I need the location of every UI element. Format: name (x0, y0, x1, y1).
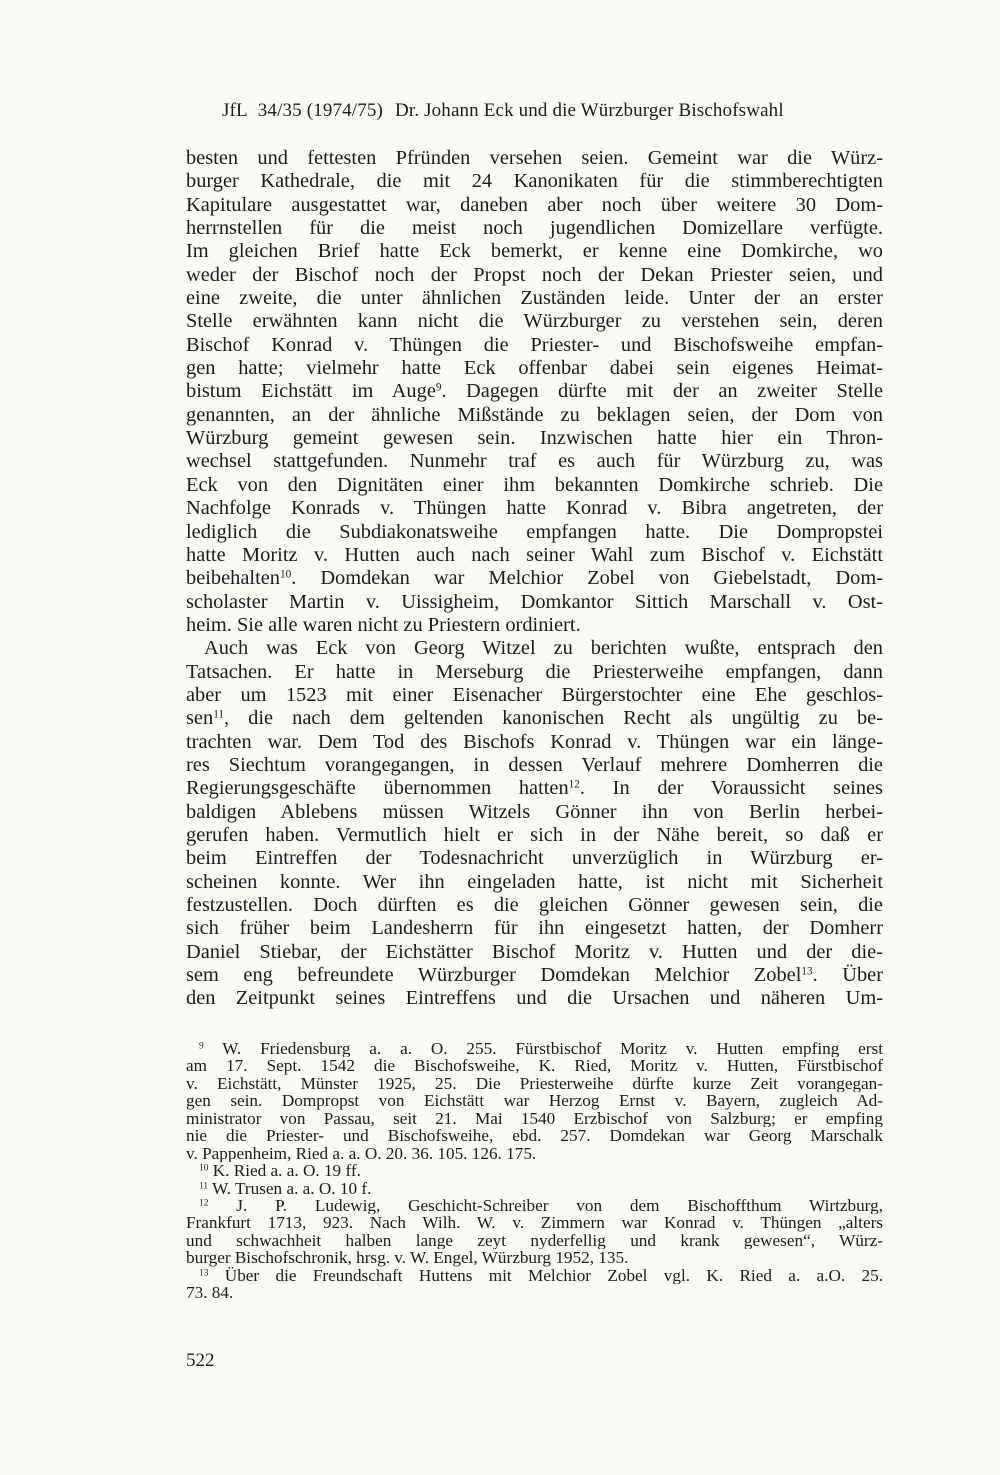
footnote-text: W. Trusen a. a. O. 10 f. (208, 1179, 372, 1197)
body-line-text: sem eng befreundete Würzburger Domdekan Melchior Zobel (186, 964, 802, 987)
footnote-text: 73. 84. (186, 1284, 234, 1302)
body-line-text: besten und fettesten Pfründen versehen seien. Gemeint war die Würz- (186, 147, 883, 169)
footnote-line (186, 1145, 883, 1162)
body-line-text: aber um 1523 mit einer Eisenacher Bürgerstochter eine Ehe geschlos- (186, 683, 883, 706)
footnote-text: J. P. Ludewig, Geschicht-Schreiber von dem Bischoffthum Wirtzburg, (208, 1196, 883, 1215)
body-line (186, 497, 883, 520)
body-line-text: . Dagegen dürfte mit der an zweiter Stelle (441, 380, 883, 403)
body-line-text: gen hatte; vielmehr hatte Eck offenbar dabei sein eigenes Heimat- (186, 357, 883, 380)
footnote-ref: 9 (435, 381, 442, 394)
body-line (186, 380, 883, 403)
body-line-text: scholaster Martin v. Uissigheim, Domkantor Sittich Marschall v. Ost- (186, 590, 883, 613)
footnote-line (186, 1267, 883, 1284)
footnote-text: nie die Priester- und Bischofsweihe, ebd. 257. Domdekan war Georg Marschalk (186, 1127, 883, 1145)
body-line (186, 987, 883, 1010)
body-line (186, 777, 883, 800)
footnote-line (186, 1040, 883, 1057)
footnote-ref: 11 (213, 708, 224, 721)
body-line-text: beibehalten (186, 567, 280, 590)
body-line (186, 404, 883, 427)
footnote-line (186, 1127, 883, 1144)
footnote-number: 11 (199, 1180, 209, 1191)
footnote-ref: 10 (279, 568, 292, 581)
body-line-text: Würzburg gemeint gewesen sein. Inzwischen hatte hier ein Thron- (186, 427, 883, 450)
footnote-number: 12 (199, 1198, 209, 1209)
body-line-text: genannten, an der ähnliche Mißstände zu beklagen seien, der Dom von (186, 403, 883, 426)
article-title: Dr. Johann Eck und die Würzburger Bischofswahl (395, 100, 784, 121)
footnote-line (186, 1214, 883, 1231)
body-line (186, 427, 883, 450)
footnote-text: v. Eichstätt, Münster 1925, 25. Die Priesterweihe dürfte kurze Zeit vorangegan- (186, 1074, 883, 1093)
footnote-text: W. Friedensburg a. a. O. 255. Fürstbischof Moritz v. Hutten empfing erst (203, 1040, 883, 1058)
body-line (186, 637, 883, 660)
body-line (186, 684, 883, 707)
body-line (186, 824, 883, 847)
body-line-text: . In der Voraussicht seines (579, 777, 883, 800)
footnote-line (186, 1075, 883, 1092)
body-line-text: sen (186, 707, 214, 730)
body-line (186, 217, 883, 240)
body-line-text: Bischof Konrad v. Thüngen die Priester- und Bischofsweihe empfan- (186, 333, 883, 356)
body-line (186, 147, 883, 170)
body-line (186, 731, 883, 754)
body-line (186, 847, 883, 870)
body-line-text: weder der Bischof noch der Propst noch der Dekan Priester seien, und (186, 263, 883, 286)
footnotes (186, 1040, 883, 1302)
footnote-line (186, 1057, 883, 1074)
journal-abbrev: JfL (222, 100, 248, 121)
body-line (186, 474, 883, 497)
body-line-text: herrnstellen für die meist noch jugendlichen Domizellare verfügte. (186, 217, 883, 240)
body-line-text: Auch was Eck von Georg Witzel zu berichten wußte, entsprach den (204, 637, 883, 660)
body-line (186, 194, 883, 217)
body-line-text: Stelle erwähnten kann nicht die Würzburger zu verstehen sein, deren (186, 310, 883, 333)
footnote-line (186, 1092, 883, 1109)
footnote-text: ministrator von Passau, seit 21. Mai 1540 Erzbischof von Salzburg; er empfing (186, 1109, 883, 1128)
body-line-text: trachten war. Dem Tod des Bischofs Konrad v. Thüngen war ein länge- (186, 730, 883, 753)
body-line (186, 521, 883, 544)
footnote-number: 9 (199, 1041, 204, 1052)
running-header (222, 100, 882, 122)
body-line-text: bistum Eichstätt im Auge (186, 380, 436, 403)
body-line-text: baldigen Ablebens müssen Witzels Gönner ihn von Berlin herbei- (186, 800, 883, 823)
body-line (186, 754, 883, 777)
footnote-line (186, 1284, 883, 1301)
footnote-line (186, 1197, 883, 1214)
body-line (186, 287, 883, 310)
footnote-text: v. Pappenheim, Ried a. a. O. 20. 36. 105. 126. 175. (186, 1144, 537, 1163)
footnote-number: 13 (199, 1268, 209, 1279)
body-line-text: Daniel Stiebar, der Eichstätter Bischof Moritz v. Hutten und der die- (186, 940, 883, 963)
body-line-text: Eck von den Dignitäten einer ihm bekannten Domkirche schrieb. Die (186, 473, 883, 496)
footnote-text: burger Bischofschronik, hrsg. v. W. Engel, Würzburg 1952, 135. (186, 1249, 629, 1267)
body-line-text: Tatsachen. Er hatte in Merseburg die Priesterweihe empfangen, dann (186, 660, 883, 683)
body-line (186, 661, 883, 684)
body-line-text: Nachfolge Konrads v. Thüngen hatte Konrad v. Bibra angetreten, der (186, 497, 883, 520)
body-line-text: scheinen konnte. Wer ihn eingeladen hatte, ist nicht mit Sicherheit (186, 870, 883, 893)
body-line (186, 567, 883, 590)
body-line (186, 801, 883, 824)
body-line-text: Im gleichen Brief hatte Eck bemerkt, er kenne eine Domkirche, wo (186, 240, 883, 263)
body-line-text: festzustellen. Doch dürften es die gleichen Gönner gewesen sein, die (186, 894, 883, 916)
body-line (186, 894, 883, 917)
footnote-ref: 12 (568, 778, 580, 791)
body-line-text: den Zeitpunkt seines Eintreffens und die Ursachen und näheren Um- (186, 987, 883, 1010)
body-line (186, 941, 883, 964)
body-line-text: sich früher beim Landesherrn für ihn eingesetzt hatten, der Domherr (186, 917, 883, 940)
body-line (186, 310, 883, 333)
body-line-text: wechsel stattgefunden. Nunmehr traf es auch für Würzburg zu, was (186, 450, 883, 473)
footnote-ref: 13 (801, 965, 813, 978)
body-line (186, 357, 883, 380)
body-line-text: Kapitulare ausgestattet war, daneben aber noch über weitere 30 Dom- (186, 193, 883, 216)
footnote-number: 10 (199, 1163, 209, 1174)
journal-volume: 34/35 (1974/75) (257, 100, 383, 121)
body-line-text: hatte Moritz v. Hutten auch nach seiner Wahl zum Bischof v. Eichstätt (186, 543, 883, 566)
body-line-text: eine zweite, die unter ähnlichen Zuständen leide. Unter der an erster (186, 287, 883, 310)
body-line-text: lediglich die Subdiakonatsweihe empfangen hatte. Die Dompropstei (186, 520, 883, 543)
body-line (186, 170, 883, 193)
body-line-text: , die nach dem geltenden kanonischen Recht als ungültig zu be- (224, 707, 883, 730)
body-line (186, 964, 883, 987)
footnote-text: am 17. Sept. 1542 die Bischofsweihe, K. Ried, Moritz v. Hutten, Fürstbischof (186, 1057, 883, 1075)
body-line-text: beim Eintreffen der Todesnachricht unverzüglich in Würzburg er- (186, 847, 883, 870)
footnote-text: Frankfurt 1713, 923. Nach Wilh. W. v. Zimmern war Konrad v. Thüngen „alters (186, 1214, 883, 1232)
footnote-text: und schwachheit halben lange zeyt nyderfellig und krank gewesen“, Würz- (186, 1231, 883, 1250)
body-line-text: Regierungsgeschäfte übernommen hatten (186, 777, 569, 800)
body-text (186, 147, 883, 1011)
body-line (186, 264, 883, 287)
body-line-text: burger Kathedrale, die mit 24 Kanonikaten für die stimmberechtigten (186, 170, 883, 193)
body-line (186, 917, 883, 940)
footnote-line (186, 1249, 883, 1266)
body-line (186, 591, 883, 614)
footnote-text: K. Ried a. a. O. 19 ff. (208, 1162, 361, 1180)
body-line-text: . Über (812, 964, 883, 987)
footnote-line (186, 1110, 883, 1127)
footnote-text: gen sein. Dompropst von Eichstätt war Herzog Ernst v. Bayern, zugleich Ad- (186, 1092, 883, 1110)
page-number: 522 (186, 1350, 215, 1371)
body-line (186, 614, 883, 637)
footnote-text: Über die Freundschaft Huttens mit Melchior Zobel vgl. K. Ried a. a.O. 25. (208, 1266, 883, 1285)
body-line-text: . Domdekan war Melchior Zobel von Giebelstadt, Dom- (291, 567, 883, 590)
footnote-line (186, 1162, 883, 1179)
footnote-line (186, 1180, 883, 1197)
footnote-line (186, 1232, 883, 1249)
body-line (186, 707, 883, 730)
body-line (186, 240, 883, 263)
body-line-text: gerufen haben. Vermutlich hielt er sich in der Nähe bereit, so daß er (186, 823, 883, 846)
body-line (186, 871, 883, 894)
body-line (186, 450, 883, 473)
body-line-text: res Siechtum vorangegangen, in dessen Verlauf mehrere Domherren die (186, 753, 883, 776)
body-line (186, 334, 883, 357)
body-line-text: heim. Sie alle waren nicht zu Priestern ordiniert. (186, 613, 581, 636)
body-line (186, 544, 883, 567)
